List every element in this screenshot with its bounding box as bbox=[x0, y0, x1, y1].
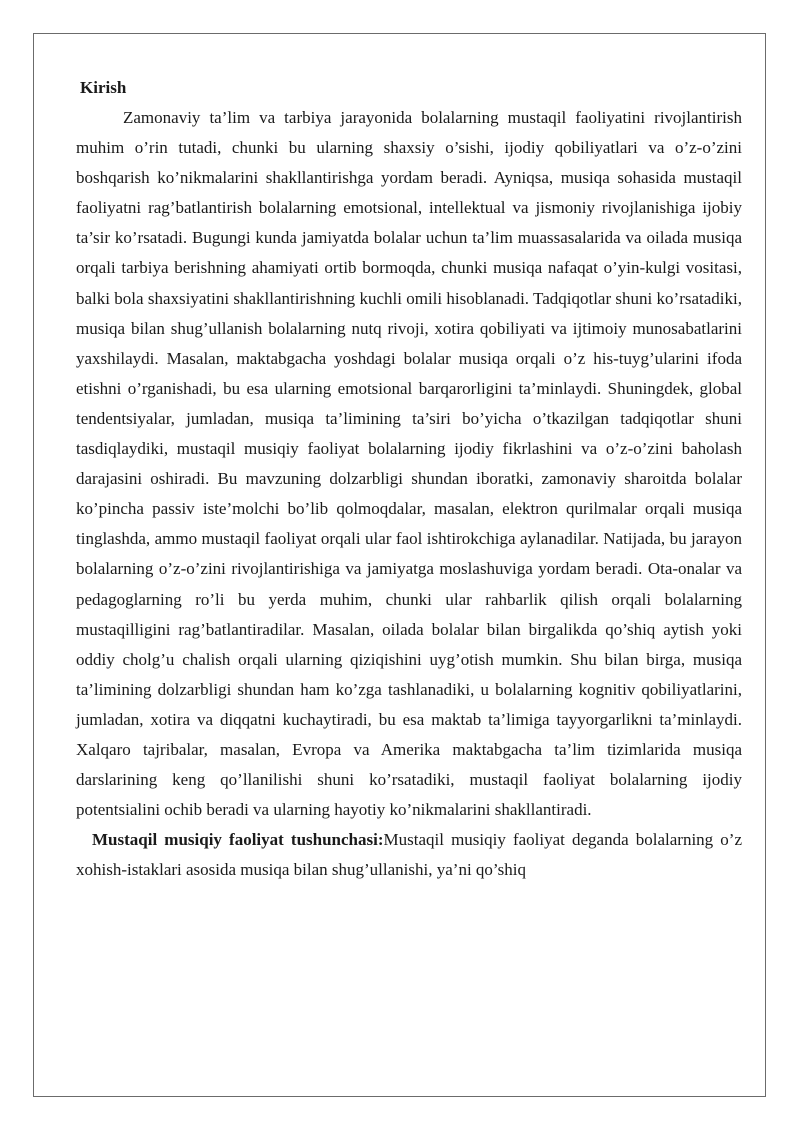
definition-term: Mustaqil musiqiy faoliyat tushunchasi: bbox=[92, 830, 384, 850]
document-body bbox=[76, 73, 742, 885]
definition-text: Mustaqil musiqiy faoliyat deganda bolalarning o’z xohish-istaklari asosida musiqa bilan shug’ullanishi, ya’ni qo’shiq bbox=[76, 830, 742, 880]
definition-paragraph bbox=[76, 825, 742, 885]
intro-paragraph: Zamonaviy ta’lim va tarbiya jarayonida bolalarning mustaqil faoliyatini rivojlantirish muhim o’rin tutadi, chunki bu ularning shaxsiy o’sishi, ijodiy qobiliyatlari va o’z-o’zini boshqarish ko’nikmalarini shakllantirishga yordam beradi. Ayniqsa, musiqa sohasida mustaqil faoliyatni rag’batlantirish bolalarning emotsional, intellektual va jismoniy rivojlanishiga ijobiy ta’sir ko’rsatadi. Bugungi kunda jamiyatda bolalar uchun ta’lim muassasalarida va oilada musiqa orqali tarbiya berishning ahamiyati ortib bormoqda, chunki musiqa nafaqat o’yin-kulgi vositasi, balki bola shaxsiyatini shakllantirishning kuchli omili hisoblanadi. Tadqiqotlar shuni ko’rsatadiki, musiqa bilan shug’ullanish bolalarning nutq rivoji, xotira qobiliyati va ijtimoiy munosabatlarini yaxshilaydi. Masalan, maktabgacha yoshdagi bolalar musiqa orqali o’z his-tuyg’ularini ifoda etishni o’rganishadi, bu esa ularning emotsional barqarorligini ta’minlaydi. Shuningdek, global tendentsiyalar, jumladan, musiqa ta’limining ta’siri bo’yicha o’tkazilgan tadqiqotlar shuni tasdiqlaydiki, mustaqil musiqiy faoliyat bolalarning ijodiy fikrlashini va o’z-o’zini baholash darajasini oshiradi. Bu mavzuning dolzarbligi shundan iboratki, zamonaviy sharoitda bolalar ko’pincha passiv iste’molchi bo’lib qolmoqdalar, masalan, elektron qurilmalar orqali musiqa tinglashda, ammo mustaqil faoliyat orqali ular faol ishtirokchiga aylanadilar. Natijada, bu jarayon bolalarning o’z-o’zini rivojlantirishiga va jamiyatga moslashuviga yordam beradi. Ota-onalar va pedagoglarning ro’li bu yerda muhim, chunki ular rahbarlik qilish orqali bolalarning mustaqilligini rag’batlantiradilar. Masalan, oilada bolalar bilan birgalikda qo’shiq aytish yoki oddiy cholg’u chalish orqali ularning qiziqishini uyg’otish mumkin. Shu bilan birga, musiqa ta’limining dolzarbligi shundan ham ko’zga tashlanadiki, u bolalarning kognitiv qobiliyatlarini, jumladan, xotira va diqqatni kuchaytiradi, bu esa maktab ta’limiga tayyorgarlikni ta’minlaydi. Xalqaro tajribalar, masalan, Evropa va Amerika maktabgacha ta’lim tizimlarida musiqa darslarining keng qo’llanilishi shuni ko’rsatadiki, mustaqil faoliyat bolalarning ijodiy potentsialini ochib beradi va ularning hayotiy ko’nikmalarini shakllantiradi. bbox=[76, 108, 742, 820]
section-heading: Kirish bbox=[80, 78, 127, 97]
